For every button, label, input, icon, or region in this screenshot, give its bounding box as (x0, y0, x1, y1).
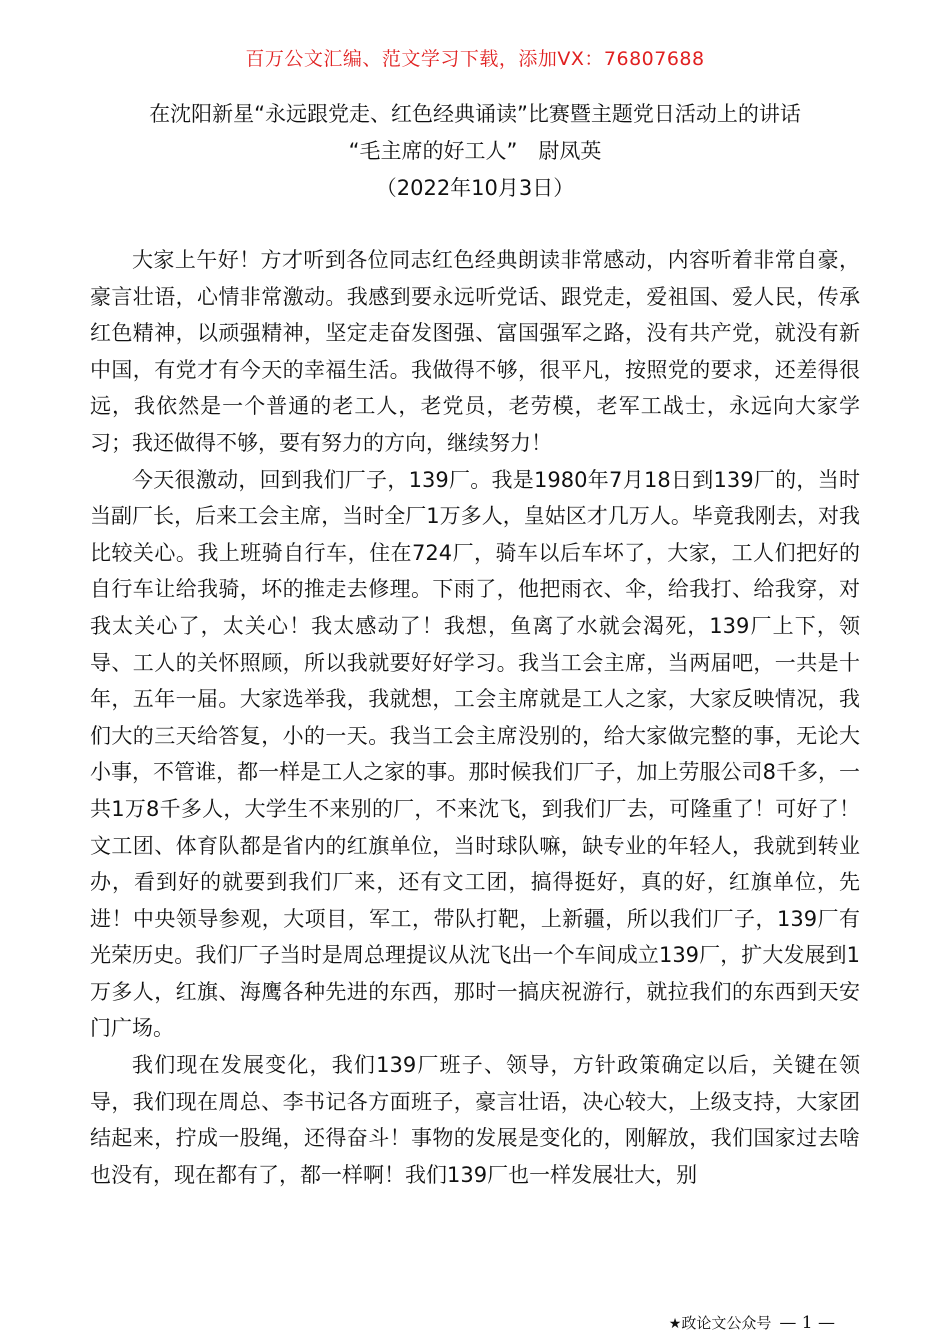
page-footer (669, 1312, 835, 1333)
footer-source (669, 1312, 772, 1333)
body-text (90, 242, 860, 1193)
header-banner: 百万公文汇编、范文学习下载，添加VX：76807688 (245, 48, 705, 70)
speech-date: （2022年10月3日） (375, 176, 575, 200)
speaker-line: “毛主席的好工人” 尉凤英 (348, 139, 602, 163)
page-number: — 1 — (779, 1312, 835, 1333)
footer-source-label: 政论文公众号 (681, 1314, 772, 1332)
star-icon: ★ (668, 1316, 682, 1332)
paragraph-3: 我们现在发展变化，我们139厂班子、领导，方针政策确定以后，关键在领导，我们现在周总、李书记各方面班子，豪言壮语，决心较大，上级支持，大家团结起来，拧成一股绳，还得奋斗！事物的发展是变化的，刚解放，我们国家过去啥也没有，现在都有了，都一样啊！我们139厂也一样发展壮大，别 (90, 1053, 860, 1187)
paragraph-2: 今天很激动，回到我们厂子，139厂。我是1980年7月18日到139厂的，当时当副厂长，后来工会主席，当时全厂1万多人，皇姑区才几万人。毕竟我刚去，对我比较关心。我上班骑自行车，住在724厂，骑车以后车坏了，大家，工人们把好的自行车让给我骑，坏的推走去修理。下雨了，他把雨衣、伞，给我打、给我穿，对我太关心了，太关心！我太感动了！我想，鱼离了水就会渴死，139厂上下，领导、工人的关怀照顾，所以我就要好好学习。我当工会主席，当两届吧，一共是十年，五年一届。大家选举我，我就想，工会主席就是工人之家，大家反映情况，我们大的三天给答复，小的一天。我当工会主席没别的，给大家做完整的事，无论大小事，不管谁，都一样是工人之家的事。那时候我们厂子，加上劳服公司8千多，一共1万8千多人，大学生不来别的厂，不来沈飞，到我们厂去，可隆重了！可好了！文工团、体育队都是省内的红旗单位，当时球队嘛，缺专业的年轻人，我就到转业办，看到好的就要到我们厂来，还有文工团，搞得挺好，真的好，红旗单位，先进！中央领导参观，大项目，军工，带队打靶，上新疆，所以我们厂子，139厂有光荣历史。我们厂子当时是周总理提议从沈飞出一个车间成立139厂，扩大发展到1万多人，红旗、海鹰各种先进的东西，那时一搞庆祝游行，就拉我们的东西到天安门广场。 (90, 467, 860, 1041)
title-block (60, 96, 890, 207)
paragraph-1: 大家上午好！方才听到各位同志红色经典朗读非常感动，内容听着非常自豪，豪言壮语，心情非常激动。我感到要永远听党话、跟党走，爱祖国、爱人民，传承红色精神，以顽强精神，坚定走奋发图强、富国强军之路，没有共产党，就没有新中国，有党才有今天的幸福生活。我做得不够，很平凡，按照党的要求，还差得很远，我依然是一个普通的老工人，老党员，老劳模，老军工战士，永远向大家学习；我还做得不够，要有努力的方向，继续努力！ (90, 248, 860, 455)
speech-title: 在沈阳新星“永远跟党走、红色经典诵读”比赛暨主题党日活动上的讲话 (149, 102, 801, 126)
